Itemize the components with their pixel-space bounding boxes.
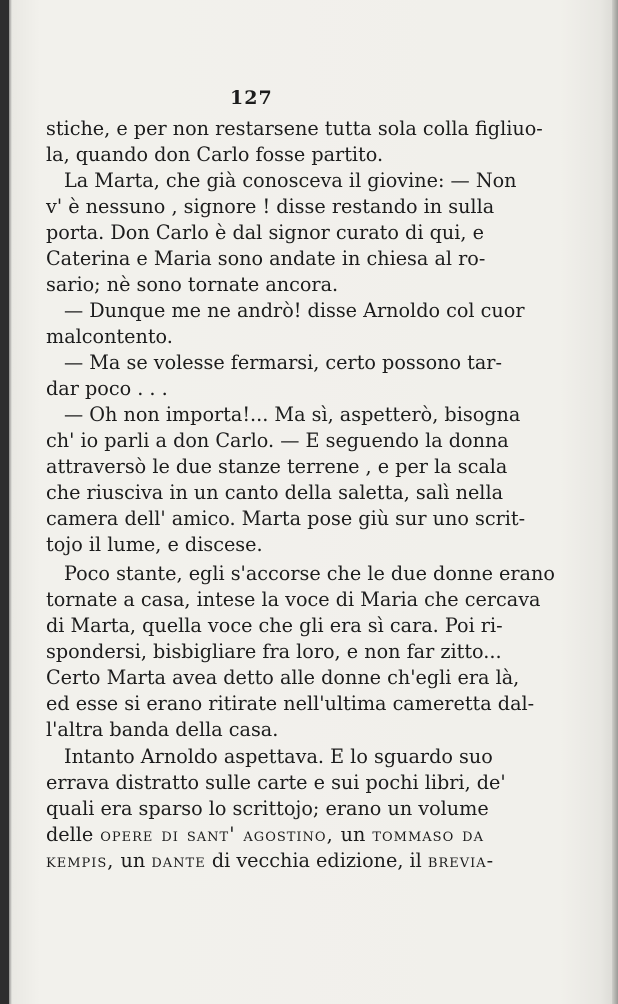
text-line-28	[46, 821, 484, 849]
text-line-6: Caterina e Maria sono andate in chiesa al ro-	[46, 247, 486, 270]
word-un-2: un	[120, 849, 146, 872]
word-un: un	[340, 823, 366, 846]
text-line-1: stiche, e per non restarsene tutta sola colla figliuo-	[46, 117, 543, 140]
text-line-17: tojo il lume, e discese.	[46, 533, 263, 556]
text-line-2: la, quando don Carlo fosse partito.	[46, 143, 384, 166]
text-line-23: ed esse si erano ritirate nell'ultima cameretta dal-	[46, 692, 535, 715]
page-number: 127	[230, 87, 273, 109]
title-kempis: kempis,	[46, 849, 115, 872]
text-line-24: l'altra banda della casa.	[46, 718, 279, 741]
text-line-10: — Ma se volesse fermarsi, certo possono tar-	[64, 351, 502, 374]
text-line-5: porta. Don Carlo è dal signor curato di qui, e	[46, 221, 484, 244]
title-brevia: brevia-	[427, 849, 495, 872]
text-line-25: Intanto Arnoldo aspettava. E lo sguardo suo	[64, 745, 493, 768]
word-delle: delle	[46, 823, 94, 846]
text-line-9: malcontento.	[46, 325, 173, 348]
phrase-di-vecchia-edizione: di vecchia edizione, il	[211, 849, 422, 872]
text-line-18: Poco stante, egli s'accorse che le due donne erano	[64, 562, 555, 585]
text-line-8: — Dunque me ne andrò! disse Arnoldo col cuor	[64, 299, 525, 322]
text-line-12: — Oh non importa!... Ma sì, aspetterò, bisogna	[64, 403, 521, 426]
text-line-14: attraversò le due stanze terrene , e per la scala	[46, 455, 508, 478]
text-line-15: che riusciva in un canto della saletta, salì nella	[46, 481, 504, 504]
text-line-26: errava distratto sulle carte e sui pochi libri, de'	[46, 771, 506, 794]
text-line-20: di Marta, quella voce che gli era sì cara. Poi ri-	[46, 614, 503, 637]
text-line-11: dar poco . . .	[46, 377, 168, 400]
text-line-29	[46, 847, 495, 875]
title-opere-di-sant-agostino: opere di sant' agostino,	[100, 823, 334, 846]
text-line-19: tornate a casa, intese la voce di Maria che cercava	[46, 588, 541, 611]
text-line-22: Certo Marta avea detto alle donne ch'egli era là,	[46, 666, 520, 689]
text-line-4: v' è nessuno , signore ! disse restando in sulla	[46, 195, 495, 218]
text-line-16: camera dell' amico. Marta pose giù sur uno scrit-	[46, 507, 526, 530]
book-spine-shadow	[0, 0, 9, 1004]
text-line-3: La Marta, che già conosceva il giovine: — Non	[64, 169, 517, 192]
title-tommaso-da: tommaso da	[372, 823, 484, 846]
page-edge	[612, 0, 618, 1004]
text-line-27: quali era sparso lo scrittojo; erano un volume	[46, 797, 489, 820]
text-line-7: sario; nè sono tornate ancora.	[46, 273, 339, 296]
title-dante: dante	[151, 849, 206, 872]
text-line-21: spondersi, bisbigliare fra loro, e non far zitto...	[46, 640, 502, 663]
text-line-13: ch' io parli a don Carlo. — E seguendo la donna	[46, 429, 509, 452]
